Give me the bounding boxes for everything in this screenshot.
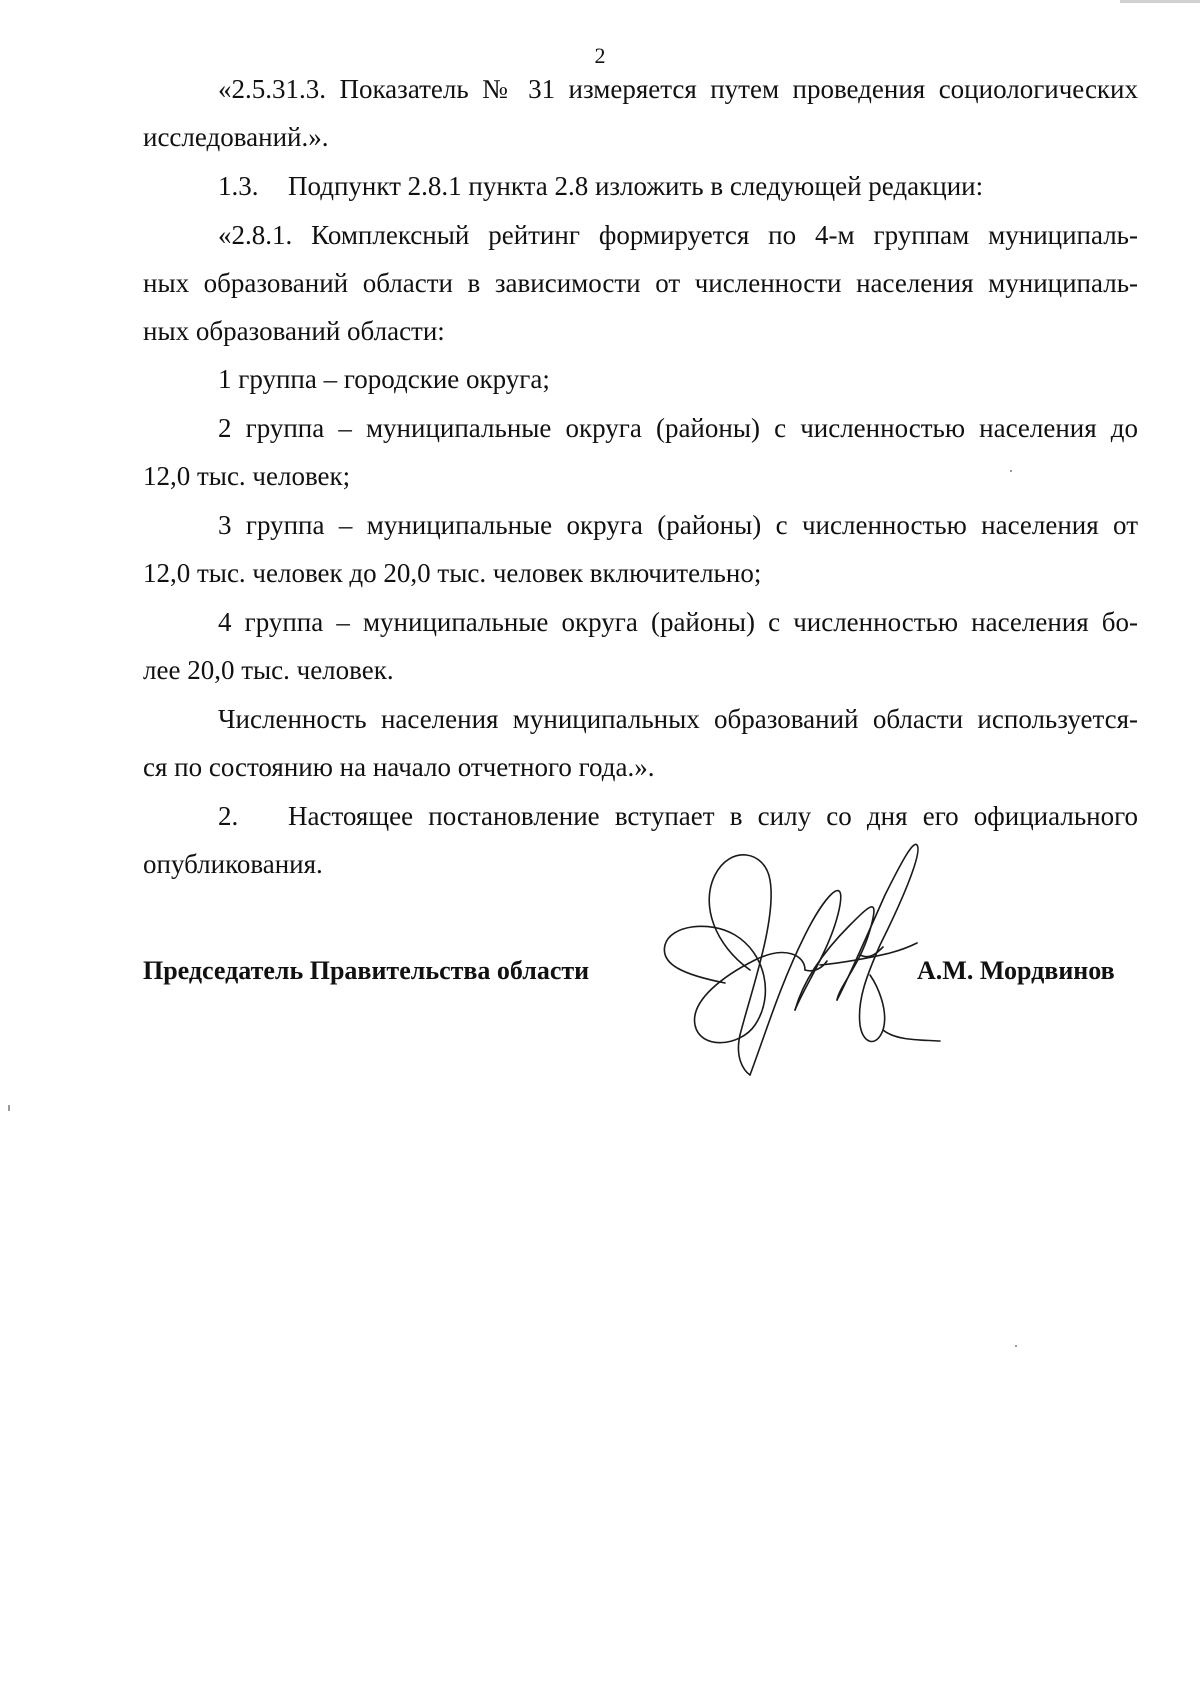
paragraph-line: «2.8.1. Комплексный рейтинг формируется по 4-м группам муниципаль- — [218, 220, 1138, 250]
paragraph-line: исследований.». — [143, 122, 329, 152]
paragraph-line: ных образований области в зависимости от численности населения муниципаль- — [143, 268, 1138, 298]
paragraph-line: «2.5.31.3. Показатель № 31 измеряется путем проведения социологических — [218, 74, 1138, 104]
item-text: Настоящее постановление вступает в силу со дня его официального — [288, 801, 1138, 831]
paragraph-line: 2 группа – муниципальные округа (районы) с численностью населения до — [218, 413, 1138, 443]
paragraph-line: 12,0 тыс. человек; — [143, 461, 351, 491]
item-number: 2. — [218, 801, 239, 831]
paragraph-line: ных образований области: — [143, 316, 445, 346]
signatory-title: Председатель Правительства области — [143, 956, 590, 985]
paragraph-line — [218, 800, 1138, 832]
scan-artifact — [1120, 0, 1200, 3]
paragraph-line: 12,0 тыс. человек до 20,0 тыс. человек включительно; — [143, 558, 762, 588]
scan-artifact — [8, 1105, 10, 1111]
paragraph-line: лее 20,0 тыс. человек. — [143, 655, 394, 685]
paragraph-line: 1 группа – городские округа; — [218, 364, 550, 394]
item-number: 1.3. — [218, 171, 259, 201]
paragraph-line — [218, 170, 983, 202]
paragraph-line: 4 группа – муниципальные округа (районы) с численностью населения бо- — [218, 607, 1138, 637]
paragraph-line: опубликования. — [143, 849, 323, 879]
paragraph-line: Численность населения муниципальных образований области используется- — [218, 704, 1138, 734]
handwritten-signature — [655, 835, 945, 1085]
paragraph-line: ся по состоянию на начало отчетного года.». — [143, 752, 655, 782]
paragraph-line: 3 группа – муниципальные округа (районы) с численностью населения от — [218, 510, 1138, 540]
signatory-name: А.М. Мордвинов — [917, 956, 1115, 985]
scan-artifact — [1010, 470, 1012, 472]
page-number: 2 — [594, 43, 606, 68]
item-text: Подпункт 2.8.1 пункта 2.8 изложить в следующей редакции: — [288, 171, 984, 201]
scan-artifact — [1015, 1345, 1017, 1347]
